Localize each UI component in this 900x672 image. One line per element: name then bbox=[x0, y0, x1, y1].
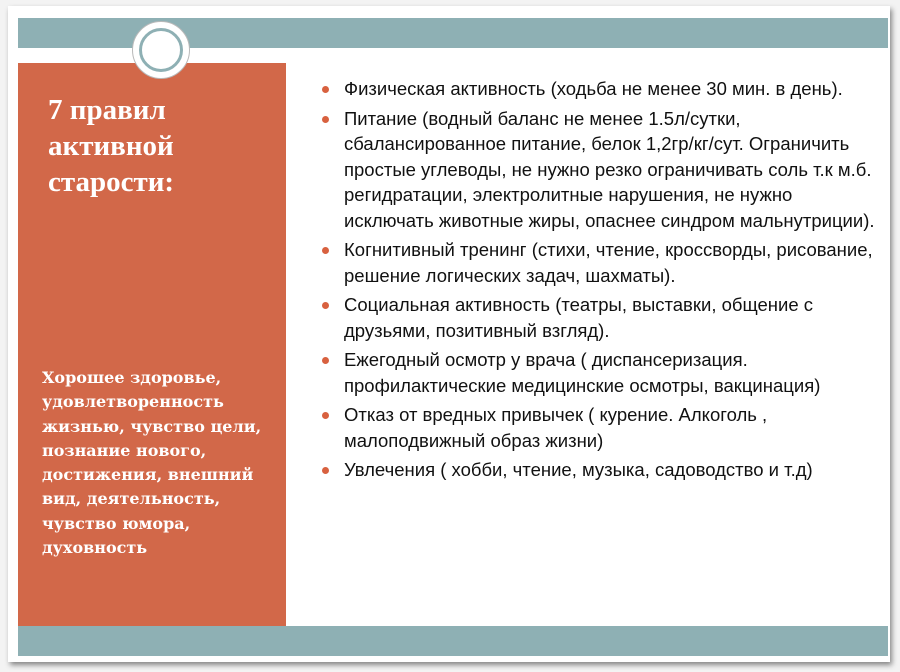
rule-text: Увлечения ( хобби, чтение, музыка, садоводство и т.д) bbox=[344, 459, 813, 480]
rule-item bbox=[318, 457, 878, 483]
rule-text: Социальная активность (театры, выставки, общение с друзьями, позитивный взгляд). bbox=[344, 294, 814, 341]
rule-item bbox=[318, 106, 878, 234]
circle-ornament-icon bbox=[132, 21, 190, 79]
slide-title: 7 правил активной старости: bbox=[48, 94, 175, 198]
rule-item bbox=[318, 347, 878, 398]
circle-ring bbox=[139, 28, 183, 72]
bullet-icon bbox=[322, 467, 329, 474]
rule-text: Физическая активность (ходьба не менее 30 мин. в день). bbox=[344, 78, 843, 99]
rule-text: Ежегодный осмотр у врача ( диспансеризация. профилактические медицинские осмотры, вакцинация) bbox=[344, 349, 821, 396]
slide-subtitle: Хорошее здоровье, удовлетворенность жизнью, чувство цели, познание нового, достижения, внешний вид, деятельность, чувство юмора, духовность bbox=[42, 368, 262, 558]
rule-item bbox=[318, 402, 878, 453]
rule-text: Отказ от вредных привычек ( курение. Алкоголь , малоподвижный образ жизни) bbox=[344, 404, 768, 451]
rule-item bbox=[318, 292, 878, 343]
bullet-icon bbox=[322, 412, 329, 419]
rule-text: Питание (водный баланс не менее 1.5л/сутки, сбалансированное питание, белок 1,2гр/кг/сут. Ограничить простые углеводы, не нужно резко ограничивать соль т.к м.б. регидратации, электролитные нарушения, не нужно исключать животные жиры, опаснее синдром мальнутриции). bbox=[344, 107, 875, 231]
slide bbox=[8, 6, 890, 662]
bottom-band bbox=[18, 626, 888, 656]
bullet-icon bbox=[322, 116, 329, 123]
bullet-icon bbox=[322, 247, 329, 254]
bullet-icon bbox=[322, 302, 329, 309]
bullet-icon bbox=[322, 86, 329, 93]
rule-text: Когнитивный тренинг (стихи, чтение, кроссворды, рисование, решение логических задач, шахматы). bbox=[344, 239, 873, 286]
rule-item bbox=[318, 237, 878, 288]
rule-item bbox=[318, 76, 878, 102]
rules-list bbox=[318, 76, 878, 487]
bullet-icon bbox=[322, 357, 329, 364]
